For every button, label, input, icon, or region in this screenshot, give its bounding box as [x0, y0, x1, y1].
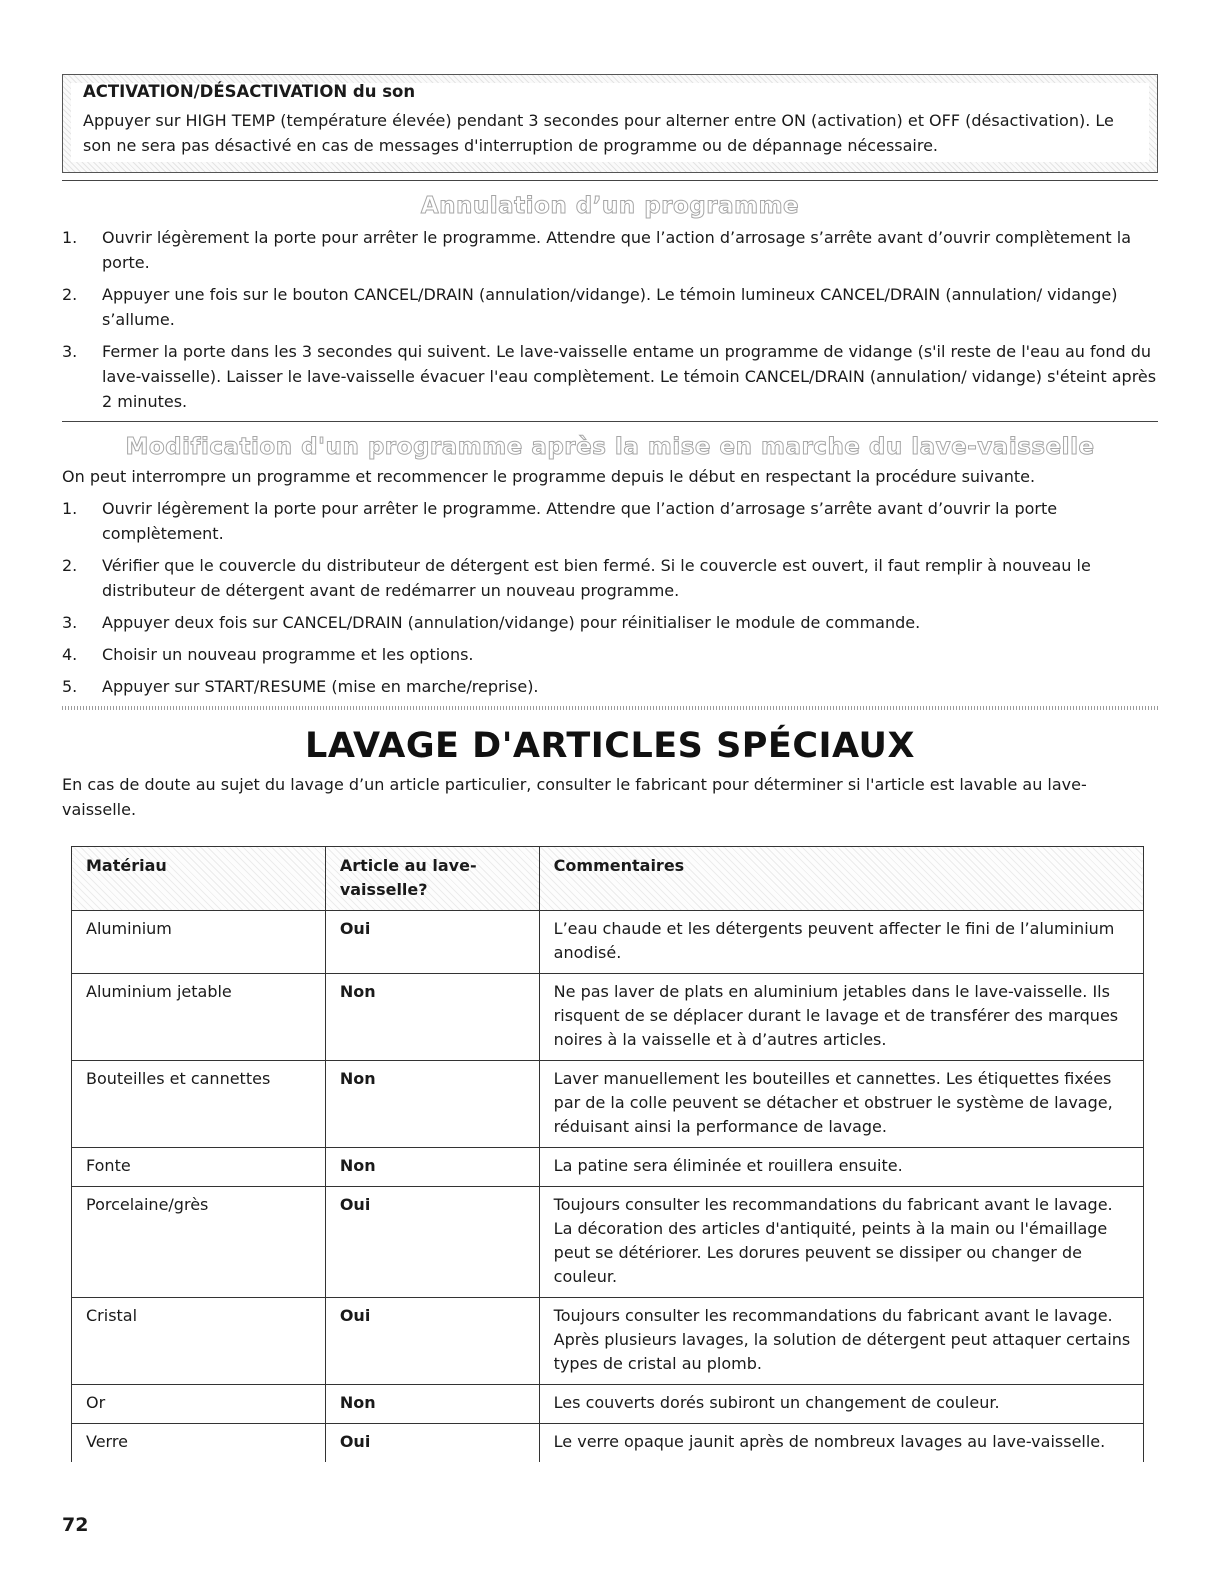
table-row [72, 1424, 1144, 1463]
step-number: 4. [62, 645, 78, 664]
table-row [72, 974, 1144, 1061]
header-material: Matériau [72, 847, 326, 911]
sound-toggle-box [62, 74, 1158, 173]
dishwasher-cell: Non [325, 974, 539, 1061]
list-item [62, 339, 1158, 414]
material-cell: Or [72, 1385, 326, 1424]
step-text: Ouvrir légèrement la porte pour arrêter le programme. Attendre que l’action d’arrosage s’arrête avant d’ouvrir complètement la porte. [102, 228, 1132, 272]
material-cell: Cristal [72, 1298, 326, 1385]
list-item [62, 282, 1158, 332]
table-row [72, 911, 1144, 974]
comment-cell: La patine sera éliminée et rouillera ensuite. [539, 1148, 1143, 1187]
comment-cell: Toujours consulter les recommandations du fabricant avant le lavage. Après plusieurs lavages, la solution de détergent peut attaquer certains types de cristal au plomb. [539, 1298, 1143, 1385]
sound-toggle-title: ACTIVATION/DÉSACTIVATION du son [83, 82, 416, 101]
comment-cell: Les couverts dorés subiront un changement de couleur. [539, 1385, 1143, 1424]
list-item [62, 674, 1158, 699]
special-items-intro: En cas de doute au sujet du lavage d’un article particulier, consulter le fabricant pour déterminer si l'article est lavable au lave-vaisselle. [62, 775, 1087, 819]
material-cell: Verre [72, 1424, 326, 1463]
step-text: Appuyer deux fois sur CANCEL/DRAIN (annulation/vidange) pour réinitialiser le module de commande. [102, 613, 921, 632]
list-item [62, 496, 1158, 546]
step-text: Choisir un nouveau programme et les options. [102, 645, 474, 664]
table-row [72, 1187, 1144, 1298]
step-number: 2. [62, 285, 78, 304]
step-number: 1. [62, 499, 78, 518]
dishwasher-cell: Oui [325, 1424, 539, 1463]
step-text: Ouvrir légèrement la porte pour arrêter le programme. Attendre que l’action d’arrosage s’arrête avant d’ouvrir la porte complètement. [102, 499, 1058, 543]
header-comments: Commentaires [539, 847, 1143, 911]
modify-intro: On peut interrompre un programme et recommencer le programme depuis le début en respectant la procédure suivante. [62, 467, 1036, 486]
sound-toggle-box-content [71, 83, 1149, 162]
table-row [72, 1385, 1144, 1424]
comment-cell: L’eau chaude et les détergents peuvent affecter le fini de l’aluminium anodisé. [539, 911, 1143, 974]
modify-steps-list [62, 496, 1158, 699]
cancel-section-title: Annulation d’un programme [420, 193, 800, 219]
list-item [62, 610, 1158, 635]
step-text: Fermer la porte dans les 3 secondes qui suivent. Le lave-vaisselle entame un programme de vidange (s'il reste de l'eau au fond du lave-vaisselle). Laisser le lave-vaisselle évacuer l'eau complètement. Le témoin CANCEL/DRAIN (annulation/ vidange) s'éteint après 2 minutes. [102, 342, 1157, 411]
sound-toggle-text: Appuyer sur HIGH TEMP (température élevée) pendant 3 secondes pour alterner entre ON (activation) et OFF (désactivation). Le son ne sera pas désactivé en cas de messages d'interruption de programme ou de dépannage nécessaire. [83, 111, 1114, 155]
step-number: 1. [62, 228, 78, 247]
table-row [72, 1061, 1144, 1148]
divider [62, 180, 1158, 181]
divider [62, 706, 1158, 710]
step-text: Appuyer une fois sur le bouton CANCEL/DRAIN (annulation/vidange). Le témoin lumineux CANCEL/DRAIN (annulation/ vidange) s’allume. [102, 285, 1118, 329]
page-content [62, 74, 1158, 1462]
dishwasher-cell: Oui [325, 911, 539, 974]
modify-section-title: Modification d'un programme après la mise en marche du lave-vaisselle [125, 434, 1095, 460]
material-cell: Aluminium jetable [72, 974, 326, 1061]
step-number: 3. [62, 613, 78, 632]
step-number: 2. [62, 556, 78, 575]
page-number: 72 [62, 1514, 89, 1536]
list-item [62, 225, 1158, 275]
dishwasher-cell: Non [325, 1385, 539, 1424]
comment-cell: Laver manuellement les bouteilles et cannettes. Les étiquettes fixées par de la colle peuvent se détacher et obstruer le système de lavage, réduisant ainsi la performance de lavage. [539, 1061, 1143, 1148]
material-cell: Bouteilles et cannettes [72, 1061, 326, 1148]
step-number: 3. [62, 342, 78, 361]
step-text: Vérifier que le couvercle du distributeur de détergent est bien fermé. Si le couvercle est ouvert, il faut remplir à nouveau le distributeur de détergent avant de redémarrer un nouveau programme. [102, 556, 1091, 600]
comment-cell: Toujours consulter les recommandations du fabricant avant le lavage. La décoration des articles d'antiquité, peints à la main ou l'émaillage peut se détériorer. Les dorures peuvent se dissiper ou changer de couleur. [539, 1187, 1143, 1298]
dishwasher-cell: Oui [325, 1187, 539, 1298]
list-item [62, 553, 1158, 603]
table-row [72, 1298, 1144, 1385]
list-item [62, 642, 1158, 667]
header-dishwasher-safe: Article au lave-vaisselle? [325, 847, 539, 911]
dishwasher-cell: Oui [325, 1298, 539, 1385]
dishwasher-cell: Non [325, 1061, 539, 1148]
divider [62, 421, 1158, 422]
materials-table [71, 846, 1144, 1462]
step-text: Appuyer sur START/RESUME (mise en marche/reprise). [102, 677, 539, 696]
table-header-row [72, 847, 1144, 911]
cancel-steps-list [62, 225, 1158, 414]
special-items-title: LAVAGE D'ARTICLES SPÉCIAUX [305, 726, 915, 766]
step-number: 5. [62, 677, 78, 696]
comment-cell: Ne pas laver de plats en aluminium jetables dans le lave-vaisselle. Ils risquent de se déplacer durant le lavage et de transférer des marques noires à la vaisselle et à d’autres articles. [539, 974, 1143, 1061]
dishwasher-cell: Non [325, 1148, 539, 1187]
material-cell: Aluminium [72, 911, 326, 974]
comment-cell: Le verre opaque jaunit après de nombreux lavages au lave-vaisselle. [539, 1424, 1143, 1463]
material-cell: Fonte [72, 1148, 326, 1187]
table-row [72, 1148, 1144, 1187]
material-cell: Porcelaine/grès [72, 1187, 326, 1298]
